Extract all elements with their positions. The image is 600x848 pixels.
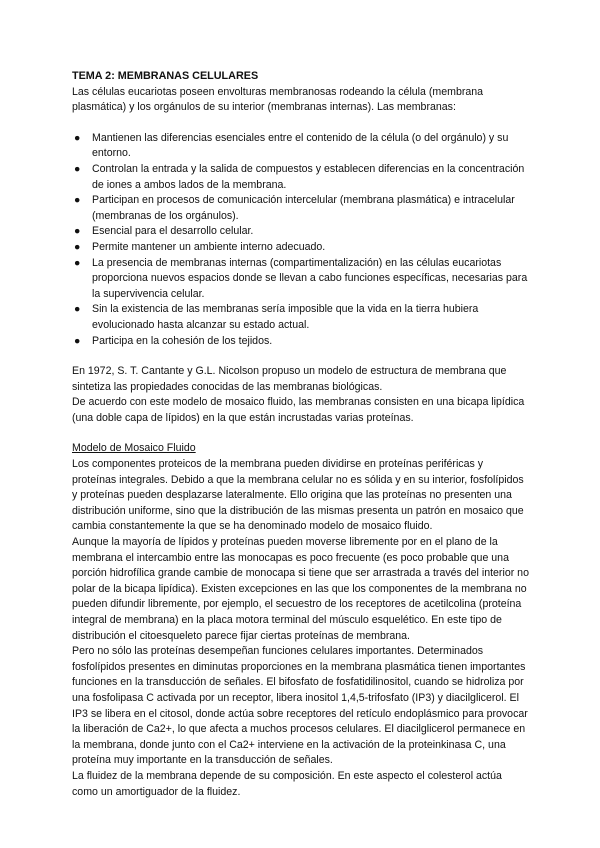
bullet-icon: ● bbox=[74, 131, 81, 144]
page-title: TEMA 2: MEMBRANAS CELULARES bbox=[72, 70, 259, 82]
list-item bbox=[72, 131, 530, 162]
list-item-text: Participan en procesos de comunicación intercelular (membrana plasmática) e intracelular (membranas de los orgánulos). bbox=[92, 194, 515, 222]
model-paragraph-4: La fluidez de la membrana depende de su composición. En este aspecto el colesterol actúa como un amortiguador de la fluidez. bbox=[72, 769, 502, 798]
list-item-text: Esencial para el desarrollo celular. bbox=[92, 225, 254, 238]
history-paragraph-2: De acuerdo con este modelo de mosaico fluido, las membranas consisten en una bicapa lipídica (una doble capa de lípidos) en la que están incrustadas varias proteínas. bbox=[72, 396, 525, 424]
membrane-functions-list bbox=[72, 131, 530, 349]
bullet-icon: ● bbox=[74, 225, 81, 238]
list-item-text: Participa en la cohesión de los tejidos. bbox=[92, 334, 273, 347]
list-item-text: Controlan la entrada y la salida de compuestos y establecen diferencias en la concentración de iones a ambos lados de la membrana. bbox=[92, 162, 525, 191]
list-item-text: Mantienen las diferencias esenciales entre el contenido de la célula (o del orgánulo) y su entorno. bbox=[92, 131, 509, 160]
model-paragraph-1: Los componentes proteicos de la membrana pueden dividirse en proteínas periféricas y proteínas integrales. Debido a que la membrana celular no es sólida y en su interior, fosfolípidos y proteínas pueden desplazarse lateralmente. Ello origina que las proteínas no presenten una distribución uniforme, sino que la distribución de las mismas presenta un patrón en mosaico que cambia constantemente la que se ha denominado modelo de mosaico fluido. bbox=[72, 458, 524, 533]
model-paragraph-3: Pero no sólo las proteínas desempeñan funciones celulares importantes. Determinados fosfolípidos presentes en diminutas proporciones en la membrana plasmática tienen importantes funciones en la transducción de señales. El bifosfato de fosfatidilinositol, cuando se hidroliza por una fosfolipasa C activada por un receptor, libera inositol 1,4,5-trifosfato (IP3) y diacilglicerol. El IP3 se libera en el citosol, donde actúa sobre receptores del retículo endoplásmico para provocar la liberación de Ca2+, lo que afecta a muchos procesos celulares. El diacilglicerol permanece en la membrana, donde junto con el Ca2+ interviene en la activación de la proteinkinasa C, una proteína muy importante en la transducción de señales. bbox=[72, 645, 528, 767]
list-item bbox=[72, 224, 530, 240]
list-item bbox=[72, 256, 530, 303]
list-item bbox=[72, 334, 530, 350]
bullet-icon: ● bbox=[74, 162, 81, 175]
history-paragraph-1: En 1972, S. T. Cantante y G.L. Nicolson propuso un modelo de estructura de membrana que sintetiza las propiedades conocidas de las membranas biológicas. bbox=[72, 365, 507, 393]
bullet-icon: ● bbox=[74, 334, 81, 347]
bullet-icon: ● bbox=[74, 256, 81, 269]
list-item bbox=[72, 302, 530, 333]
list-item bbox=[72, 162, 530, 193]
intro-paragraph: Las células eucariotas poseen envolturas membranosas rodeando la célula (membrana plasmática) y los orgánulos de su interior (membranas internas). Las membranas: bbox=[72, 85, 484, 114]
model-paragraph-2: Aunque la mayoría de lípidos y proteínas pueden moverse libremente por en el plano de la membrana el intercambio entre las monocapas es poco frecuente (es poco probable que una porción hidrofílica grande cambie de monocapa si tiene que ser arrastrada a través del interior no polar de la bicapa lipídica). Existen excepciones en las que los componentes de la membrana no pueden difundir libremente, por ejemplo, el secuestro de los receptores de acetilcolina (proteína integral de membrana) en la placa motora terminal del músculo esquelético. En este tipo de distribución el citoesqueleto parece fijar ciertas proteínas de membrana. bbox=[72, 536, 529, 642]
list-item-text: Permite mantener un ambiente interno adecuado. bbox=[92, 240, 326, 253]
list-item bbox=[72, 193, 530, 224]
bullet-icon: ● bbox=[74, 240, 81, 253]
section-subtitle: Modelo de Mosaico Fluido bbox=[72, 442, 196, 455]
document-page bbox=[72, 69, 530, 800]
list-item-text: La presencia de membranas internas (compartimentalización) en las células eucariotas proporciona nuevos espacios donde se llevan a cabo funciones específicas, necesarias para la supervivencia celular. bbox=[92, 256, 528, 300]
bullet-icon: ● bbox=[74, 194, 81, 207]
list-item bbox=[72, 240, 530, 256]
bullet-icon: ● bbox=[74, 303, 81, 316]
list-item-text: Sin la existencia de las membranas sería imposible que la vida en la tierra hubiera evolucionado hasta alcanzar su estado actual. bbox=[92, 303, 479, 331]
